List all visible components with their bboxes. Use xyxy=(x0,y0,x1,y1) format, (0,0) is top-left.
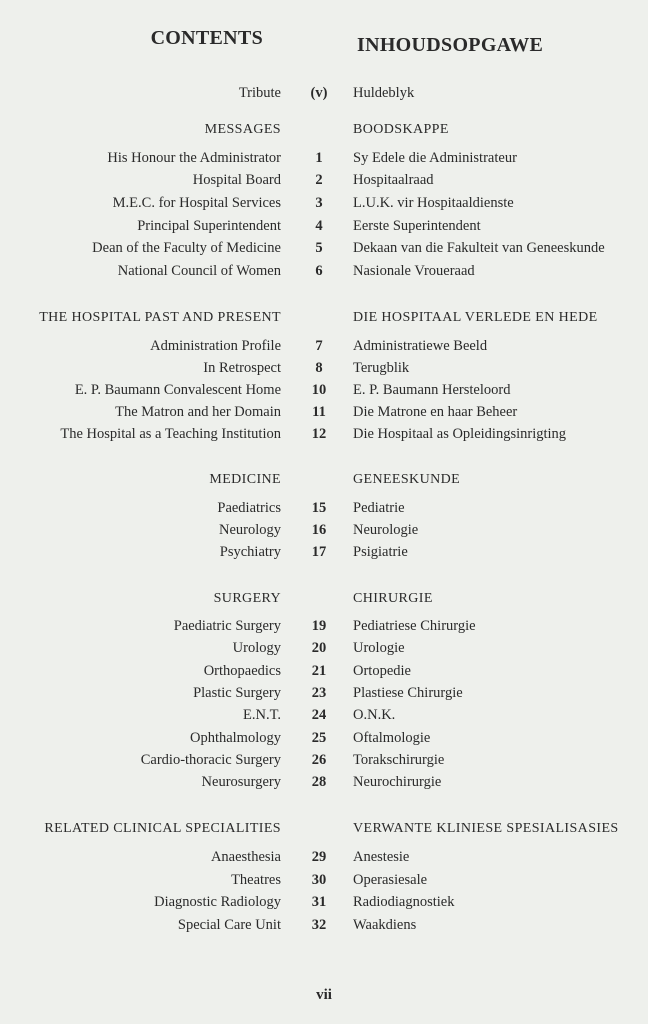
section-title-afrikaans: VERWANTE KLINIESE SPESIALISASIES xyxy=(353,821,619,836)
entry-page-number: 24 xyxy=(311,707,327,723)
section-title-english: MEDICINE xyxy=(209,472,281,487)
contents-entry-row xyxy=(0,195,648,215)
entry-title-english: Anaesthesia xyxy=(210,849,281,865)
entry-title-afrikaans: Torakschirurgie xyxy=(353,752,445,768)
contents-entry-row xyxy=(0,240,648,260)
section-title-english: RELATED CLINICAL SPECIALITIES xyxy=(44,821,281,836)
entry-title-english: M.E.C. for Hospital Services xyxy=(112,195,281,211)
entry-title-english: Urology xyxy=(232,640,281,656)
entry-page-number: 3 xyxy=(315,195,323,211)
entry-title-english: In Retrospect xyxy=(203,360,281,376)
entry-title-afrikaans: Ortopedie xyxy=(353,663,411,679)
contents-entry-row xyxy=(0,544,648,564)
entry-title-english: Administration Profile xyxy=(150,338,281,354)
entry-page-number: 6 xyxy=(315,263,323,279)
entry-page-number: 19 xyxy=(311,618,327,634)
section-heading-row xyxy=(0,122,648,142)
entry-title-english: E. P. Baumann Convalescent Home xyxy=(74,382,281,398)
entry-title-afrikaans: Urologie xyxy=(353,640,405,656)
entry-title-afrikaans: Administratiewe Beeld xyxy=(353,338,488,354)
entry-title-afrikaans: Oftalmologie xyxy=(353,730,431,746)
entry-page-number: 7 xyxy=(315,338,323,354)
entry-title-afrikaans: Huldeblyk xyxy=(353,85,415,101)
entry-page-number: 1 xyxy=(315,150,323,166)
entry-title-afrikaans: Plastiese Chirurgie xyxy=(353,685,463,701)
entry-title-english: Neurosurgery xyxy=(201,774,281,790)
entry-page-number: 20 xyxy=(311,640,327,656)
contents-entry-row xyxy=(0,263,648,283)
entry-title-afrikaans: Pediatrie xyxy=(353,500,405,516)
contents-entry-row xyxy=(0,382,648,402)
entry-page-number: 8 xyxy=(315,360,323,376)
entry-page-number: 28 xyxy=(311,774,327,790)
entry-title-afrikaans: Die Hospitaal as Opleidingsinrigting xyxy=(353,426,567,442)
contents-entry-row xyxy=(0,894,648,914)
section-heading-row xyxy=(0,472,648,492)
contents-entry-row xyxy=(0,218,648,238)
contents-entry-row xyxy=(0,917,648,937)
contents-entry-row xyxy=(0,172,648,192)
entry-title-english: Hospital Board xyxy=(192,172,281,188)
contents-entry-row xyxy=(0,338,648,358)
entry-title-afrikaans: E. P. Baumann Hersteloord xyxy=(353,382,511,398)
entry-title-english: E.N.T. xyxy=(243,707,281,723)
entry-title-afrikaans: Operasiesale xyxy=(353,872,428,888)
entry-title-afrikaans: Psigiatrie xyxy=(353,544,408,560)
entry-title-afrikaans: Terugblik xyxy=(353,360,410,376)
entry-title-english: The Hospital as a Teaching Institution xyxy=(60,426,281,442)
section-title-english: MESSAGES xyxy=(204,122,281,137)
contents-entry-row xyxy=(0,640,648,660)
entry-title-afrikaans: Die Matrone en haar Beheer xyxy=(353,404,518,420)
entry-title-english: Tribute xyxy=(238,85,281,101)
contents-entry-row xyxy=(0,663,648,683)
contents-entry-row xyxy=(0,360,648,380)
contents-entry-row xyxy=(0,707,648,727)
entry-page-number: 4 xyxy=(315,218,323,234)
contents-heading-english: CONTENTS xyxy=(150,27,263,49)
contents-entry-row xyxy=(0,849,648,869)
section-heading-row xyxy=(0,821,648,841)
entry-title-afrikaans: Neurologie xyxy=(353,522,419,538)
entry-title-afrikaans: Waakdiens xyxy=(353,917,417,933)
entry-title-english: Neurology xyxy=(218,522,281,538)
entry-page-number: 29 xyxy=(311,849,327,865)
entry-title-english: Ophthalmology xyxy=(189,730,281,746)
entry-page-number: 17 xyxy=(311,544,327,560)
contents-entry-row xyxy=(0,522,648,542)
section-heading-row xyxy=(0,591,648,611)
entry-title-english: Orthopaedics xyxy=(203,663,281,679)
entry-page-number: 23 xyxy=(311,685,327,701)
contents-entry-row xyxy=(0,426,648,446)
entry-page-number: 12 xyxy=(311,426,327,442)
entry-title-english: His Honour the Administrator xyxy=(107,150,281,166)
entry-page-number: 2 xyxy=(315,172,323,188)
contents-entry-row xyxy=(0,85,648,105)
entry-title-afrikaans: Anestesie xyxy=(353,849,410,865)
contents-entry-row xyxy=(0,500,648,520)
entry-title-english: Principal Superintendent xyxy=(137,218,281,234)
entry-title-afrikaans: Nasionale Vroueraad xyxy=(353,263,475,279)
section-title-afrikaans: CHIRURGIE xyxy=(353,591,433,606)
entry-page-number: 10 xyxy=(311,382,327,398)
entry-title-english: Cardio-thoracic Surgery xyxy=(140,752,281,768)
entry-title-english: Plastic Surgery xyxy=(193,685,281,701)
entry-title-afrikaans: Radiodiagnostiek xyxy=(353,894,455,910)
entry-title-afrikaans: Pediatriese Chirurgie xyxy=(353,618,476,634)
section-title-afrikaans: DIE HOSPITAAL VERLEDE EN HEDE xyxy=(353,310,598,325)
section-heading-row xyxy=(0,310,648,330)
contents-entry-row xyxy=(0,404,648,424)
contents-entry-row xyxy=(0,685,648,705)
contents-heading-afrikaans: INHOUDSOPGAWE xyxy=(357,34,544,56)
entry-title-english: Paediatric Surgery xyxy=(173,618,281,634)
entry-page-number: 11 xyxy=(312,404,326,420)
contents-entry-row xyxy=(0,774,648,794)
contents-entry-row xyxy=(0,618,648,638)
entry-page-number: 25 xyxy=(311,730,327,746)
entry-page-number: (v) xyxy=(310,85,328,101)
contents-entry-row xyxy=(0,150,648,170)
entry-page-number: 26 xyxy=(311,752,327,768)
entry-title-english: Special Care Unit xyxy=(177,917,281,933)
entry-title-afrikaans: Sy Edele die Administrateur xyxy=(353,150,517,166)
entry-page-number: 16 xyxy=(311,522,327,538)
entry-title-english: Theatres xyxy=(231,872,281,888)
section-title-english: SURGERY xyxy=(213,591,281,606)
section-title-afrikaans: GENEESKUNDE xyxy=(353,472,461,487)
entry-title-english: Diagnostic Radiology xyxy=(154,894,281,910)
page-number: vii xyxy=(316,987,332,1003)
entry-title-english: The Matron and her Domain xyxy=(115,404,281,420)
entry-page-number: 31 xyxy=(311,894,327,910)
section-title-english: THE HOSPITAL PAST AND PRESENT xyxy=(39,310,281,325)
entry-title-english: National Council of Women xyxy=(117,263,281,279)
contents-entry-row xyxy=(0,752,648,772)
entry-title-afrikaans: L.U.K. vir Hospitaaldienste xyxy=(353,195,514,211)
entry-page-number: 21 xyxy=(311,663,327,679)
entry-title-english: Paediatrics xyxy=(217,500,281,516)
contents-entry-row xyxy=(0,872,648,892)
entry-title-afrikaans: Eerste Superintendent xyxy=(353,218,481,234)
entry-page-number: 15 xyxy=(311,500,327,516)
entry-page-number: 32 xyxy=(311,917,327,933)
entry-title-english: Psychiatry xyxy=(219,544,281,560)
entry-title-afrikaans: Neurochirurgie xyxy=(353,774,442,790)
section-title-afrikaans: BOODSKAPPE xyxy=(353,122,449,137)
contents-entry-row xyxy=(0,730,648,750)
entry-title-afrikaans: Dekaan van die Fakulteit van Geneeskunde xyxy=(353,240,605,256)
entry-title-afrikaans: Hospitaalraad xyxy=(353,172,434,188)
entry-page-number: 5 xyxy=(315,240,323,256)
entry-title-afrikaans: O.N.K. xyxy=(353,707,396,723)
entry-title-english: Dean of the Faculty of Medicine xyxy=(92,240,281,256)
entry-page-number: 30 xyxy=(311,872,327,888)
